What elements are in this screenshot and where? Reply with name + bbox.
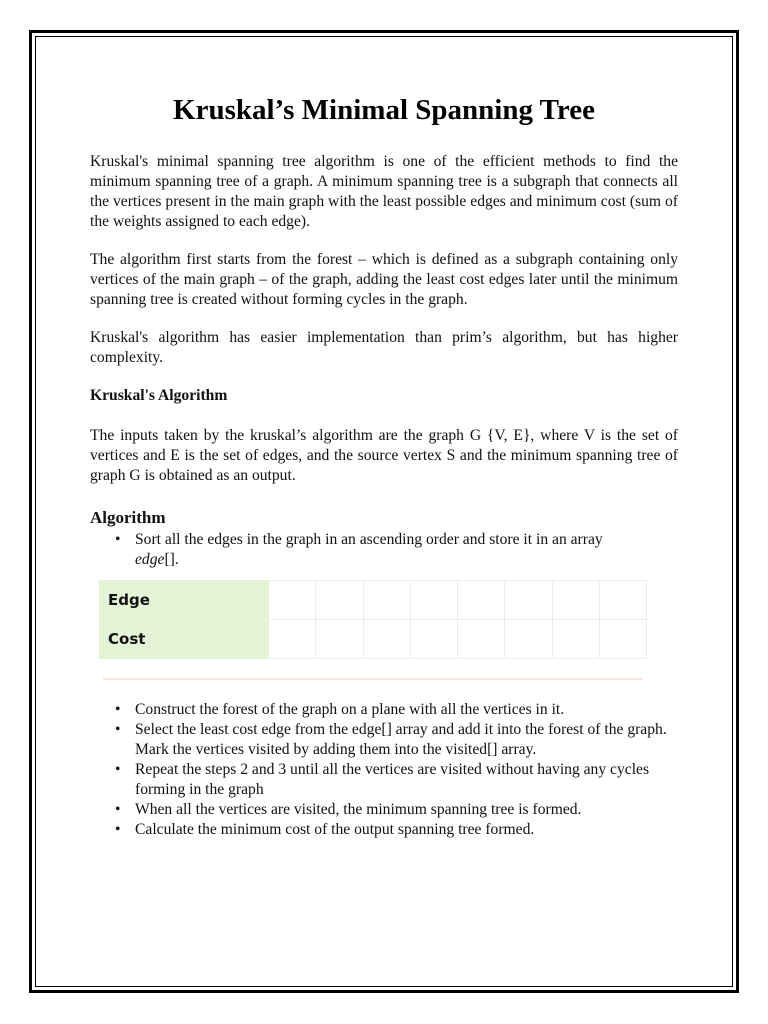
- table-cell: [410, 581, 457, 620]
- page-title: Kruskal’s Minimal Spanning Tree: [173, 94, 595, 126]
- table-cell: [316, 620, 363, 659]
- algorithm-step-list: [90, 530, 605, 570]
- table-cell: [505, 620, 552, 659]
- remaining-steps: [90, 700, 678, 840]
- complexity-paragraph: Kruskal's algorithm has easier implementation than prim’s algorithm, but has higher complexity.: [90, 329, 678, 366]
- table-cell: [269, 620, 316, 659]
- table-row: [100, 620, 647, 659]
- intro-paragraph: Kruskal's minimal spanning tree algorithm is one of the efficient methods to find the minimum spanning tree of a graph. A minimum spanning tree is a subgraph that connects all the vertices present in the main graph with the least possible edges and minimum cost (sum of the weights assigned to each edge).: [90, 153, 678, 230]
- table-cell: [458, 581, 505, 620]
- table-cell: [599, 581, 646, 620]
- step-1-italic: edge: [135, 551, 165, 568]
- table-cell: [505, 581, 552, 620]
- list-item: • Construct the forest of the graph on a plane with all the vertices in it.: [135, 700, 678, 720]
- table-cell: [599, 620, 646, 659]
- document-body: [90, 92, 678, 570]
- step-1-suffix: [].: [164, 551, 179, 568]
- table-cell: [363, 581, 410, 620]
- algorithm-heading: Algorithm: [90, 508, 166, 527]
- list-item: • Calculate the minimum cost of the output spanning tree formed.: [135, 820, 678, 840]
- table-divider: [103, 678, 643, 680]
- steps-list: [90, 700, 678, 840]
- table-cell: [316, 581, 363, 620]
- table-cell: [552, 581, 599, 620]
- table-cell: [410, 620, 457, 659]
- list-item: [135, 530, 605, 570]
- table-row: [100, 581, 647, 620]
- cost-row-label: Cost: [100, 620, 269, 659]
- step-1-text: Sort all the edges in the graph in an ascending order and store it in an array: [135, 531, 603, 548]
- table-cell: [363, 620, 410, 659]
- table-cell: [269, 581, 316, 620]
- table-cell: [458, 620, 505, 659]
- edge-row-label: Edge: [100, 581, 269, 620]
- list-item: • When all the vertices are visited, the minimum spanning tree is formed.: [135, 800, 678, 820]
- inputs-paragraph: The inputs taken by the kruskal’s algorithm are the graph G {V, E}, where V is the set of vertices and E is the set of edges, and the source vertex S and the minimum spanning tree of graph G is obtained as an output.: [90, 427, 678, 484]
- edge-cost-table: [99, 580, 647, 659]
- forest-paragraph: The algorithm first starts from the forest – which is defined as a subgraph containing only vertices of the main graph – of the graph, adding the least cost edges later until the minimum spanning tree is created without forming cycles in the graph.: [90, 251, 678, 308]
- section-heading: Kruskal's Algorithm: [90, 387, 228, 404]
- list-item: • Repeat the steps 2 and 3 until all the vertices are visited without having any cycles forming in the graph: [135, 760, 678, 800]
- table-cell: [552, 620, 599, 659]
- list-item: • Select the least cost edge from the edge[] array and add it into the forest of the graph. Mark the vertices visited by adding them into the visited[] array.: [135, 720, 678, 760]
